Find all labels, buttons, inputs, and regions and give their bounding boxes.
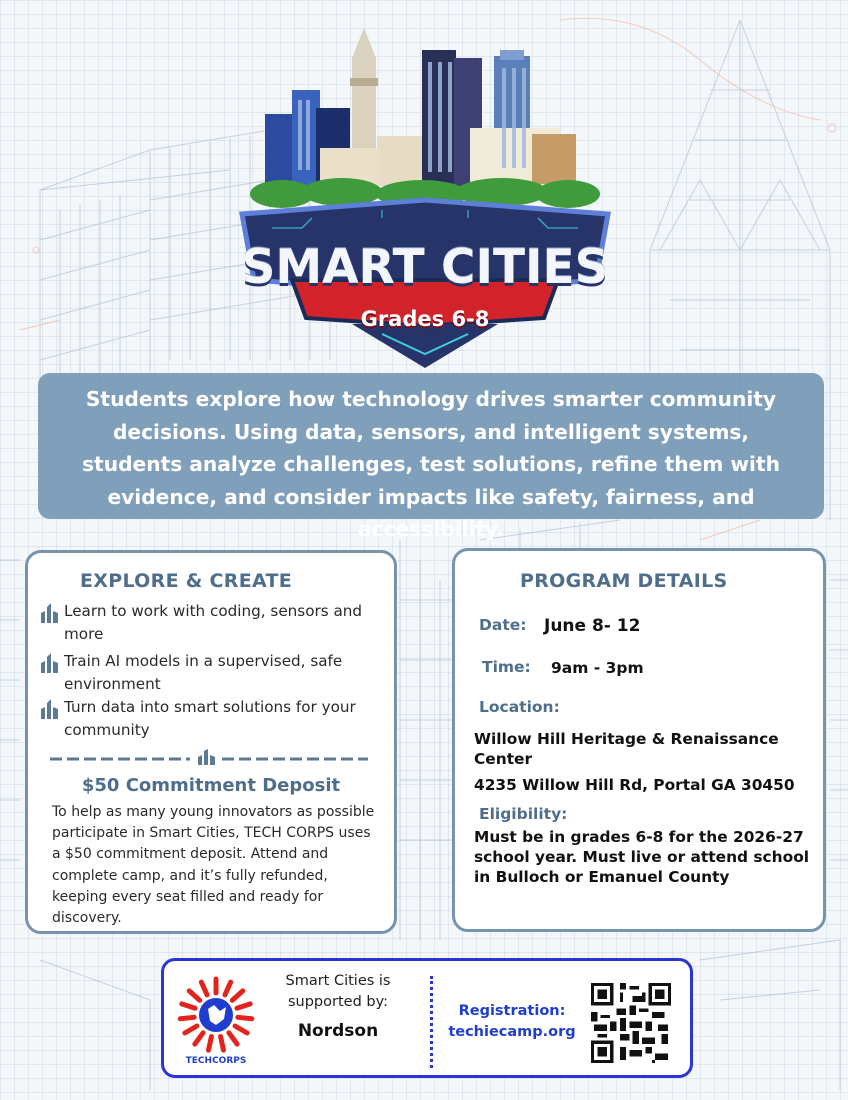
eligibility-label: Eligibility:	[479, 805, 568, 823]
registration-label: Registration:	[458, 1003, 566, 1019]
list-item	[39, 600, 379, 646]
list-item	[39, 696, 379, 742]
building-icon	[39, 699, 61, 719]
supported-by-text: Smart Cities is supported by:	[285, 973, 391, 1010]
building-icon	[39, 653, 61, 673]
building-icon	[198, 749, 215, 765]
techcorps-logo	[176, 975, 256, 1067]
logo-title: SMART CITIES	[241, 240, 609, 295]
time-label: Time:	[482, 658, 531, 676]
explore-heading: EXPLORE & CREATE	[80, 570, 293, 592]
registration-qr-code[interactable]	[591, 983, 671, 1063]
deposit-text: To help as many young innovators as possible participate in Smart Cities, TECH CORPS uses a $50 commitment deposit. Attend and complete camp, and it’s fully refunded, keeping every seat filled and ready for discovery.	[52, 804, 375, 927]
smart-cities-logo	[232, 18, 618, 370]
program-details-card	[452, 548, 826, 932]
explore-create-card	[25, 550, 397, 934]
intro-text: Students explore how technology drives smarter community decisions. Using data, sensors, and intelligent systems, students analyze challenges, test solutions, refine them with evidence, and consider impacts like safety, fairness, and accessibility.	[82, 387, 780, 541]
location-name: Willow Hill Heritage & Renaissance Center	[474, 730, 779, 768]
techcorps-logo-text: TECHCORPS	[185, 1056, 247, 1066]
dotted-separator	[430, 976, 433, 1068]
registration-link[interactable]: techiecamp.org	[448, 1024, 576, 1040]
list-item-label: Turn data into smart solutions for your community	[64, 698, 356, 739]
location-address: 4235 Willow Hill Rd, Portal GA 30450	[474, 776, 795, 794]
date-value: June 8- 12	[544, 616, 641, 636]
details-heading: PROGRAM DETAILS	[520, 570, 728, 592]
list-item	[39, 650, 379, 696]
logo-grade-range: Grades 6-8	[360, 307, 490, 331]
date-label: Date:	[479, 616, 527, 634]
list-item-label: Train AI models in a supervised, safe environment	[64, 652, 343, 693]
time-value: 9am - 3pm	[551, 659, 644, 677]
building-icon	[39, 603, 61, 623]
list-item-label: Learn to work with coding, sensors and more	[64, 602, 363, 643]
eligibility-text: Must be in grades 6-8 for the 2026-27 school year. Must live or attend school in Bulloch or Emanuel County	[474, 828, 810, 886]
dashed-divider	[50, 749, 368, 765]
sponsor-footer	[161, 958, 693, 1078]
deposit-title: $50 Commitment Deposit	[81, 775, 341, 796]
intro-banner	[38, 373, 824, 541]
location-label: Location:	[479, 698, 560, 716]
registration-block	[436, 1001, 588, 1043]
sponsor-name: Nordson	[297, 1021, 379, 1041]
